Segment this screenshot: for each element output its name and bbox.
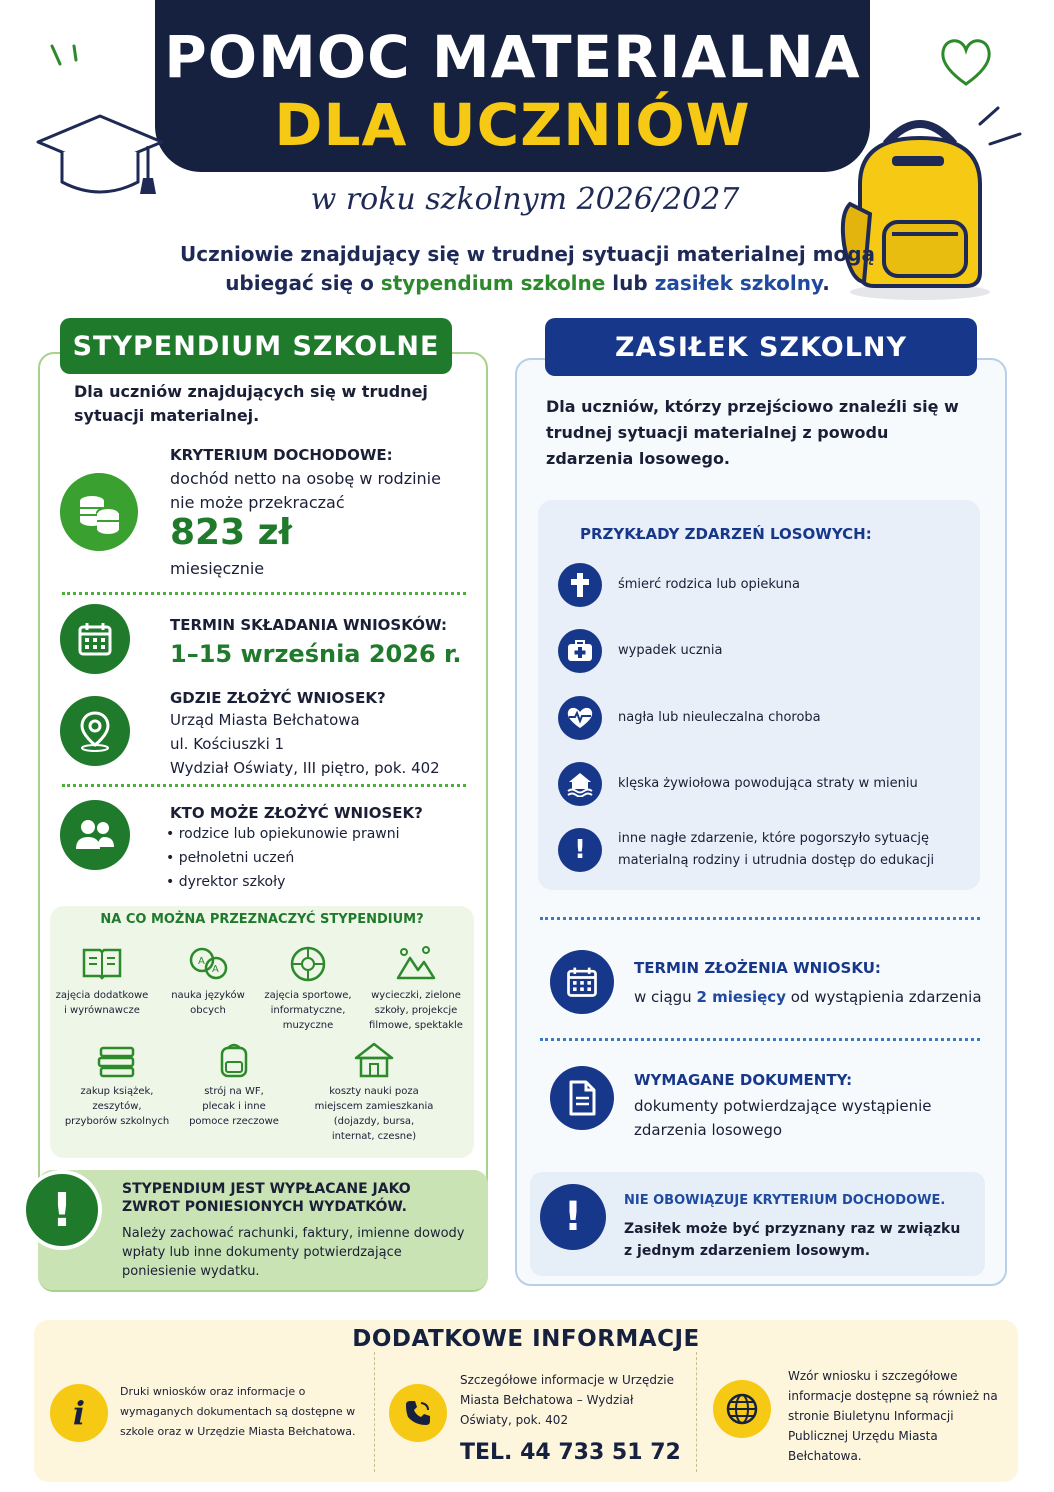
intro-allowance: zasiłek szkolny <box>654 271 823 295</box>
divider <box>540 917 980 920</box>
calendar-icon <box>60 604 130 674</box>
example-text: inne nagłe zdarzenie, które pogorszyło sytuację materialną rodziny i utrudnia dostęp do edukacji <box>618 831 935 868</box>
divider <box>374 1352 375 1472</box>
intro-text: Uczniowie znajdujący się w trudnej sytuacji materialnej mogą ubiegać się o stypendium szkolne lub zasiłek szkolny. <box>179 242 876 295</box>
where-address: Urząd Miasta Bełchatowa ul. Kościuszki 1 Wydział Oświaty, III piętro, pok. 402 <box>170 711 440 777</box>
page-title-highlight: DLA UCZNIÓW <box>274 91 751 159</box>
document-icon <box>550 1066 614 1130</box>
example-text: wypadek ucznia <box>618 643 723 658</box>
spend-item: strój na WF, plecak i inne pomoce rzeczowe <box>184 1040 284 1129</box>
svg-text:A: A <box>198 956 205 967</box>
coins-icon <box>60 473 138 551</box>
heart-pulse-icon <box>558 696 602 740</box>
divider <box>62 784 466 787</box>
example-text: śmierć rodzica lub opiekuna <box>618 577 800 592</box>
intro-scholarship: stypendium szkolne <box>380 271 606 295</box>
list-item: • dyrektor szkoły <box>166 874 286 890</box>
spend-item: zajęcia sportowe, informatyczne, muzyczne <box>260 944 356 1033</box>
list-item: • rodzice lub opiekunowie prawni <box>166 826 400 842</box>
phone-icon <box>389 1384 447 1442</box>
flood-house-icon <box>558 762 602 806</box>
spend-title: NA CO MOŻNA PRZEZNACZYĆ STYPENDIUM? <box>100 912 424 927</box>
allowance-heading: ZASIŁEK SZKOLNY <box>545 318 977 376</box>
docs-text: dokumenty potwierdzające wystąpienie zdarzenia losowego <box>634 1097 932 1139</box>
phone-number[interactable]: TEL. 44 733 51 72 <box>460 1440 681 1465</box>
who-label: KTO MOŻE ZŁOŻYĆ WNIOSEK? <box>170 804 423 822</box>
where-label: GDZIE ZŁOŻYĆ WNIOSEK? <box>170 689 386 707</box>
divider <box>62 592 466 595</box>
deadline-label: TERMIN SKŁADANIA WNIOSKÓW: <box>170 616 448 634</box>
allowance-deadline-text: w ciągu 2 miesięcy od wystąpienia zdarzenia <box>634 988 982 1006</box>
examples-title: PRZYKŁADY ZDARZEŃ LOSOWYCH: <box>580 525 872 543</box>
books-stack-icon <box>95 1044 139 1080</box>
refund-title: STYPENDIUM JEST WYPŁACANE JAKO ZWROT PONIESIONYCH WYDATKÓW. <box>122 1181 411 1215</box>
spend-item: zajęcia dodatkowe i wyrównawcze <box>54 944 150 1018</box>
sparkle-icon <box>46 40 86 80</box>
divider <box>696 1352 697 1472</box>
svg-text:A: A <box>212 964 219 975</box>
list-item: • pełnoletni uczeń <box>166 850 295 866</box>
income-period: miesięcznie <box>170 559 265 578</box>
page-title: POMOC MATERIALNA <box>164 23 861 91</box>
income-amount: 823 zł <box>170 512 292 553</box>
scholarship-description: Dla uczniów znajdujących się w trudnej sytuacji materialnej. <box>74 382 428 425</box>
no-income-title: NIE OBOWIĄZUJE KRYTERIUM DOCHODOWE. <box>624 1193 946 1208</box>
book-icon <box>80 944 124 984</box>
allowance-description: Dla uczniów, którzy przejściowo znaleźli się w trudnej sytuacji materialnej z powodu zdarzenia losowego. <box>546 397 959 468</box>
no-income-text: Zasiłek może być przyznany raz w związku z jednym zdarzeniem losowym. <box>624 1221 961 1259</box>
exclamation-icon: ! <box>558 828 602 872</box>
mountains-icon <box>394 944 438 984</box>
heart-icon <box>936 34 996 90</box>
income-label: KRYTERIUM DOCHODOWE: <box>170 446 393 464</box>
exclamation-icon: ! <box>540 1184 606 1250</box>
divider <box>540 1038 980 1041</box>
globe-icon <box>713 1380 771 1438</box>
first-aid-icon <box>558 629 602 673</box>
example-text: klęska żywiołowa powodująca straty w mieniu <box>618 776 918 791</box>
exclamation-icon: ! <box>22 1170 102 1250</box>
graduation-cap-icon <box>30 98 170 208</box>
spend-item: wycieczki, zielone szkoły, projekcje filmowe, spektakle <box>362 944 470 1033</box>
scholarship-heading: STYPENDIUM SZKOLNE <box>60 318 452 374</box>
speech-bubbles-icon <box>186 944 230 984</box>
location-pin-icon <box>60 696 130 766</box>
calendar-icon <box>550 950 614 1014</box>
cross-icon <box>558 563 602 607</box>
spend-item: koszty nauki poza miejscem zamieszkania (dojazdy, bursa, internat, czesne) <box>312 1040 436 1144</box>
who-list <box>166 822 466 894</box>
footer-title: DODATKOWE INFORMACJE <box>352 1326 700 1352</box>
footer-office-text: Szczegółowe informacje w Urzędzie Miasta Bełchatowa – Wydział Oświaty, pok. 402 <box>460 1373 674 1427</box>
allowance-deadline-label: TERMIN ZŁOŻENIA WNIOSKU: <box>634 959 881 977</box>
footer-bip-text: Wzór wniosku i szczegółowe informacje dostępne są również na stronie Biuletynu Informacji Publicznej Urzędu Miasta Bełchatowa. <box>788 1369 998 1463</box>
ball-icon <box>286 944 330 984</box>
info-icon: i <box>50 1384 108 1442</box>
footer-forms-text: Druki wniosków oraz informacje o wymaganych dokumentach są dostępne w szkole oraz w Urzędzie Miasta Bełchatowa. <box>120 1385 356 1438</box>
example-text: nagła lub nieuleczalna choroba <box>618 710 821 725</box>
spend-item: A A nauka języków obcych <box>160 944 256 1018</box>
refund-text: Należy zachować rachunki, faktury, imienne dowody wpłaty lub inne dokumenty potwierdzające poniesienie wydatku. <box>122 1226 465 1279</box>
docs-label: WYMAGANE DOKUMENTY: <box>634 1071 853 1089</box>
deadline-value: 1–15 września 2026 r. <box>170 640 462 668</box>
income-text: dochód netto na osobę w rodzinie nie może przekraczać <box>170 469 441 512</box>
backpack-small-icon <box>212 1040 256 1080</box>
school-year: w roku szkolnym 2026/2027 <box>310 182 740 217</box>
house-icon <box>352 1040 396 1080</box>
spend-item: zakup książek, zeszytów, przyborów szkolnych <box>52 1044 182 1129</box>
people-icon <box>60 800 130 870</box>
